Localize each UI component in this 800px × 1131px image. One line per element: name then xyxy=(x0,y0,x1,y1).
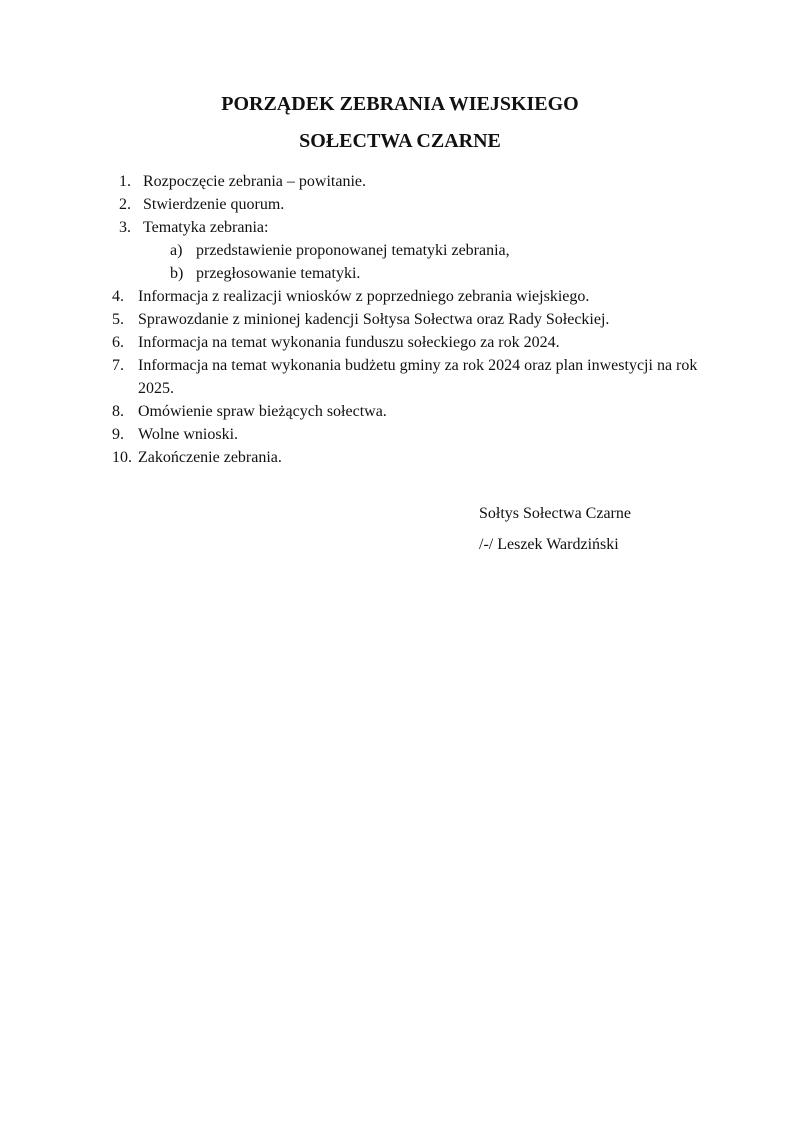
agenda-item-number: 3. xyxy=(119,219,131,236)
agenda-item-number: 9. xyxy=(112,426,124,443)
agenda-subitem-text: przegłosowanie tematyki. xyxy=(196,265,361,282)
agenda-item-text: Tematyka zebrania: xyxy=(143,219,269,236)
agenda-item-text: Informacja na temat wykonania funduszu sołeckiego za rok 2024. xyxy=(138,334,560,351)
agenda-item-2 xyxy=(112,193,718,216)
agenda-item-text: Rozpoczęcie zebrania – powitanie. xyxy=(143,173,366,190)
agenda-subitem-text: przedstawienie proponowanej tematyki zebrania, xyxy=(196,242,510,259)
agenda-subitem-3a xyxy=(170,239,718,262)
agenda-item-3 xyxy=(112,216,718,239)
agenda-item-6 xyxy=(112,331,718,354)
signature-role: Sołtys Sołectwa Czarne xyxy=(479,505,631,522)
agenda-item-text: Stwierdzenie quorum. xyxy=(143,196,285,213)
agenda-item-number: 4. xyxy=(112,288,124,305)
agenda-list xyxy=(112,170,718,469)
agenda-item-7 xyxy=(112,354,718,400)
agenda-item-4 xyxy=(112,285,718,308)
agenda-item-number: 1. xyxy=(119,173,131,190)
agenda-item-number: 10. xyxy=(112,449,132,466)
signature-name: /-/ Leszek Wardziński xyxy=(479,536,619,553)
agenda-item-8 xyxy=(112,400,718,423)
agenda-item-text: Omówienie spraw bieżących sołectwa. xyxy=(138,403,387,420)
document-title-line2: SOŁECTWA CZARNE xyxy=(299,130,501,152)
agenda-item-text: Sprawozdanie z minionej kadencji Sołtysa Sołectwa oraz Rady Sołeckiej. xyxy=(138,311,610,328)
document-body xyxy=(0,0,800,556)
agenda-item-1 xyxy=(112,170,718,193)
agenda-item-text: Zakończenie zebrania. xyxy=(138,449,282,466)
agenda-item-text: Informacja z realizacji wniosków z poprzedniego zebrania wiejskiego. xyxy=(138,288,590,305)
agenda-subitem-marker: b) xyxy=(170,265,184,282)
agenda-item-number: 2. xyxy=(119,196,131,213)
agenda-subitem-3b xyxy=(170,262,718,285)
agenda-subitem-marker: a) xyxy=(170,242,183,259)
agenda-item-text: Wolne wnioski. xyxy=(138,426,239,443)
document-title-line1: PORZĄDEK ZEBRANIA WIEJSKIEGO xyxy=(221,93,579,115)
agenda-item-number: 5. xyxy=(112,311,124,328)
agenda-item-number: 7. xyxy=(112,357,124,374)
agenda-item-text: Informacja na temat wykonania budżetu gminy za rok 2024 oraz plan inwestycji na rok 2025. xyxy=(138,357,698,397)
agenda-item-9 xyxy=(112,423,718,446)
agenda-item-10 xyxy=(112,446,718,469)
agenda-item-number: 6. xyxy=(112,334,124,351)
signature-block xyxy=(479,502,800,556)
agenda-item-5 xyxy=(112,308,718,331)
agenda-item-number: 8. xyxy=(112,403,124,420)
